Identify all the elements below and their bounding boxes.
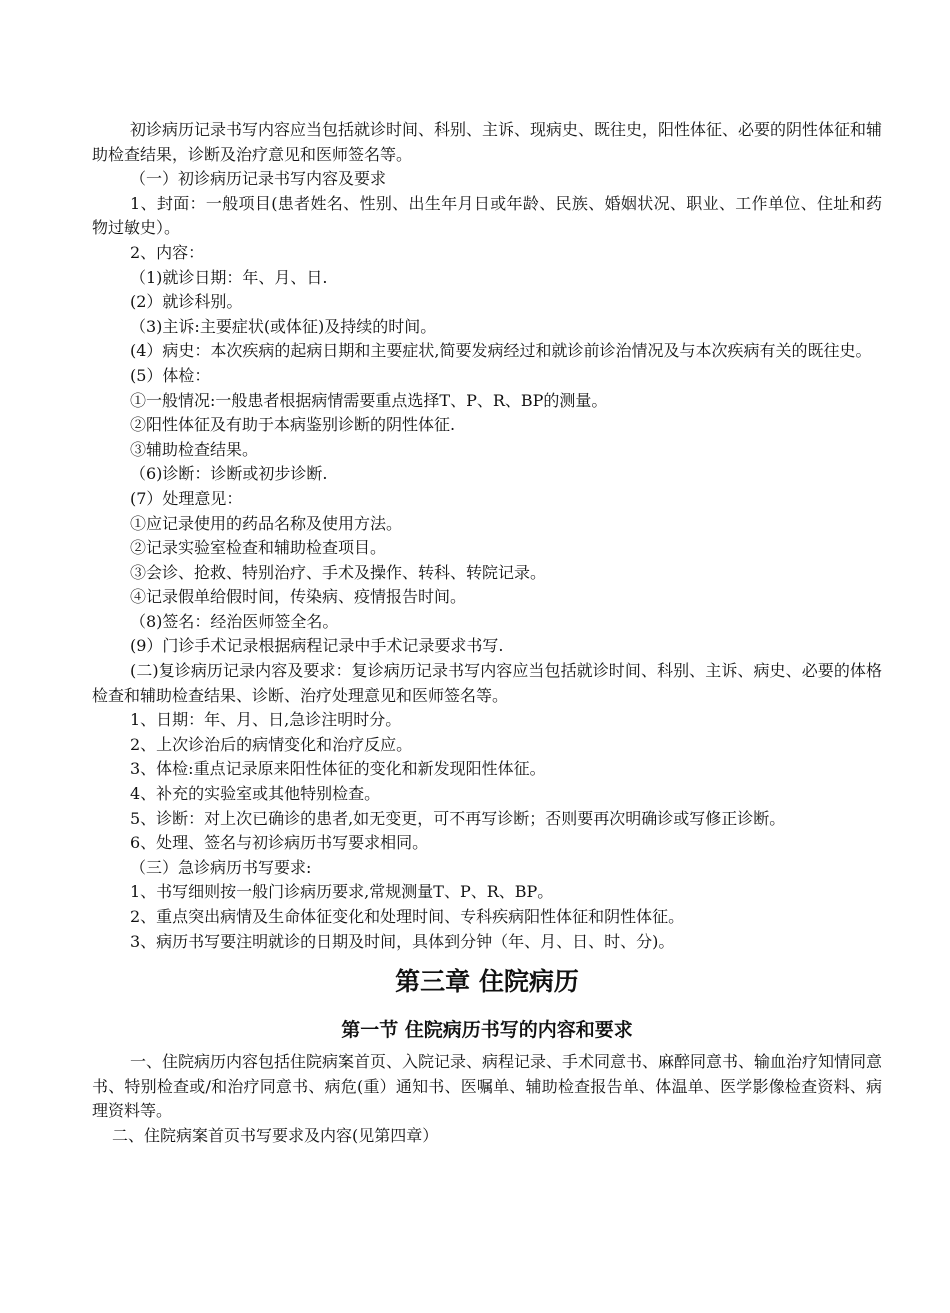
paragraph: （8)签名：经治医师签全名。 <box>130 611 339 631</box>
paragraph: 2、重点突出病情及生命体征变化和处理时间、专科疾病阳性体征和阴性体征。 <box>130 907 685 926</box>
paragraph: ④记录假单给假时间，传染病、疫情报告时间。 <box>130 587 467 607</box>
paragraph: ①一般情况:一般患者根据病情需要重点选择T、P、R、BP的测量。 <box>130 390 608 410</box>
paragraph: 1、书写细则按一般门诊病历要求,常规测量T、P、R、BP。 <box>130 882 554 902</box>
paragraph: 二、住院病案首页书写要求及内容(见第四章） <box>112 1125 439 1145</box>
paragraph: ③辅助检查结果。 <box>130 439 259 459</box>
paragraph: 4、补充的实验室或其他特别检查。 <box>130 784 381 804</box>
paragraph: 初诊病历记录书写内容应当包括就诊时间、科别、主诉、现病史、既往史，阳性体征、必要的阴性体征和辅助检查结果，诊断及治疗意见和医师签名等。 <box>92 120 883 164</box>
paragraph: (2）就诊科别。 <box>130 292 243 312</box>
paragraph: 一、住院病历内容包括住院病案首页、入院记录、病程记录、手术同意书、麻醉同意书、输血治疗知情同意书、特别检查或/和治疗同意书、病危(重）通知书、医嘱单、辅助检查报告单、体温单、医学影像检查资料、病理资料等。 <box>92 1052 883 1121</box>
paragraph: ①应记录使用的药品名称及使用方法。 <box>130 513 403 533</box>
paragraph: 1、封面：一般项目(患者姓名、性别、出生年月日或年龄、民族、婚姻状况、职业、工作单位、住址和药物过敏史）。 <box>92 193 882 238</box>
paragraph: (4）病史：本次疾病的起病日期和主要症状,简要发病经过和就诊前诊治情况及与本次疾病有关的既往史。 <box>130 341 872 361</box>
paragraph: (7）处理意见： <box>130 488 243 508</box>
paragraph: ②记录实验室检查和辅助检查项目。 <box>130 538 387 558</box>
inpatient-record-requirements <box>92 1050 882 1148</box>
paragraph: （1)就诊日期：年、月、日. <box>130 267 328 287</box>
paragraph: 5、诊断：对上次已确诊的患者,如无变更，可不再写诊断；否则要再次明确诊或写修正诊断。 <box>130 808 786 828</box>
paragraph: (二)复诊病历记录内容及要求：复诊病历记录书写内容应当包括就诊时间、科别、主诉、病史、必要的体格检查和辅助检查结果、诊断、治疗处理意见和医师签名等。 <box>92 661 882 705</box>
paragraph: ③会诊、抢救、特别治疗、手术及操作、转科、转院记录。 <box>130 562 547 582</box>
paragraph: （3)主诉:主要症状(或体征)及持续的时间。 <box>130 316 437 336</box>
paragraph: （6)诊断：诊断或初步诊断. <box>130 464 328 484</box>
paragraph: (9）门诊手术记录根据病程记录中手术记录要求书写. <box>130 636 504 656</box>
section-title: 第一节 住院病历书写的内容和要求 <box>341 1019 633 1042</box>
document-page <box>92 118 882 1149</box>
paragraph: 6、处理、签名与初诊病历书写要求相同。 <box>130 833 429 853</box>
paragraph: （三）急诊病历书写要求: <box>130 857 312 877</box>
outpatient-record-requirements <box>92 118 882 954</box>
paragraph: （一）初诊病历记录书写内容及要求 <box>130 169 387 189</box>
paragraph: 1、日期：年、月、日,急诊注明时分。 <box>130 710 402 730</box>
paragraph: ②阳性体征及有助于本病鉴别诊断的阴性体征. <box>130 415 456 435</box>
paragraph: (5）体检： <box>130 365 211 385</box>
paragraph: 2、内容： <box>130 242 205 262</box>
paragraph: 2、上次诊治后的病情变化和治疗反应。 <box>130 734 413 754</box>
chapter-title: 第三章 住院病历 <box>395 967 579 997</box>
paragraph: 3、病历书写要注明就诊的日期及时间，具体到分钟（年、月、日、时、分)。 <box>130 931 675 951</box>
paragraph: 3、体检:重点记录原来阳性体征的变化和新发现阳性体征。 <box>130 759 546 779</box>
